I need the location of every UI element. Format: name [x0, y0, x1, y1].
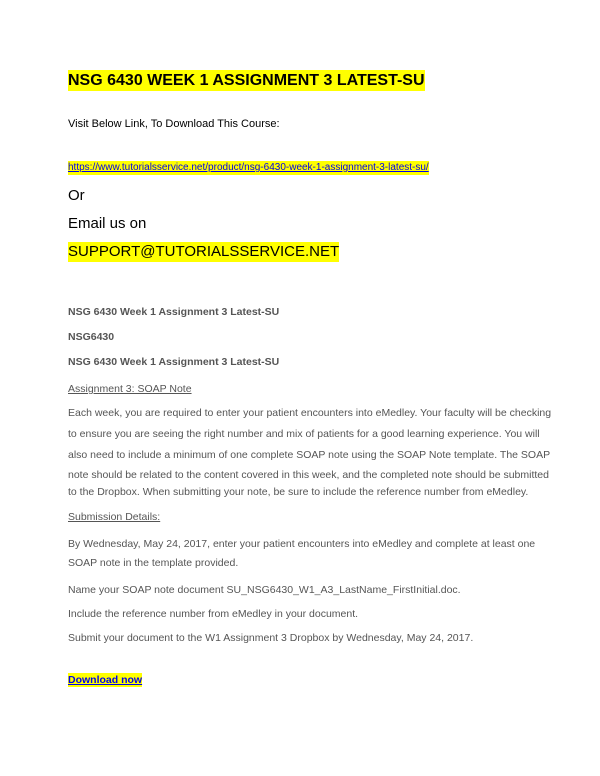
support-email[interactable]: SUPPORT@TUTORIALSSERVICE.NET — [68, 243, 340, 260]
submit-instruction: Submit your document to the W1 Assignment 3 Dropbox by Wednesday, May 24, 2017. — [68, 632, 474, 644]
course-link[interactable]: https://www.tutorialsservice.net/product/nsg-6430-week-1-assignment-3-latest-su/ — [68, 162, 429, 173]
naming-instruction: Name your SOAP note document SU_NSG6430_W1_A3_LastName_FirstInitial.doc. — [68, 584, 461, 596]
submission-line: SOAP note in the template provided. — [68, 557, 239, 569]
download-now-link[interactable]: Download now — [68, 674, 143, 686]
heading-assignment-title: NSG 6430 Week 1 Assignment 3 Latest-SU — [68, 356, 280, 368]
or-text: Or — [68, 187, 85, 204]
heading-course-title: NSG 6430 Week 1 Assignment 3 Latest-SU — [68, 306, 280, 318]
visit-instruction: Visit Below Link, To Download This Course: — [68, 118, 280, 130]
reference-instruction: Include the reference number from eMedley in your document. — [68, 608, 359, 620]
paragraph-line: to ensure you are seeing the right number and mix of patients for a good learning experience. You will — [68, 428, 540, 440]
assignment-label: Assignment 3: SOAP Note — [68, 383, 192, 395]
page-title: NSG 6430 WEEK 1 ASSIGNMENT 3 LATEST-SU — [68, 72, 425, 89]
paragraph-line: Each week, you are required to enter your patient encounters into eMedley. Your faculty will be checking — [68, 407, 552, 419]
paragraph-line: to the Dropbox. When submitting your note, be sure to include the reference number from eMedley. — [68, 486, 529, 498]
paragraph-line: note should be related to the content covered in this week, and the completed note should be submitted — [68, 469, 549, 481]
email-us-text: Email us on — [68, 215, 147, 232]
submission-line: By Wednesday, May 24, 2017, enter your patient encounters into eMedley and complete at least one — [68, 538, 536, 550]
paragraph-line: also need to include a minimum of one complete SOAP note using the SOAP Note template. The SOAP — [68, 449, 551, 461]
heading-course-code: NSG6430 — [68, 331, 115, 343]
submission-details-label: Submission Details: — [68, 511, 161, 523]
